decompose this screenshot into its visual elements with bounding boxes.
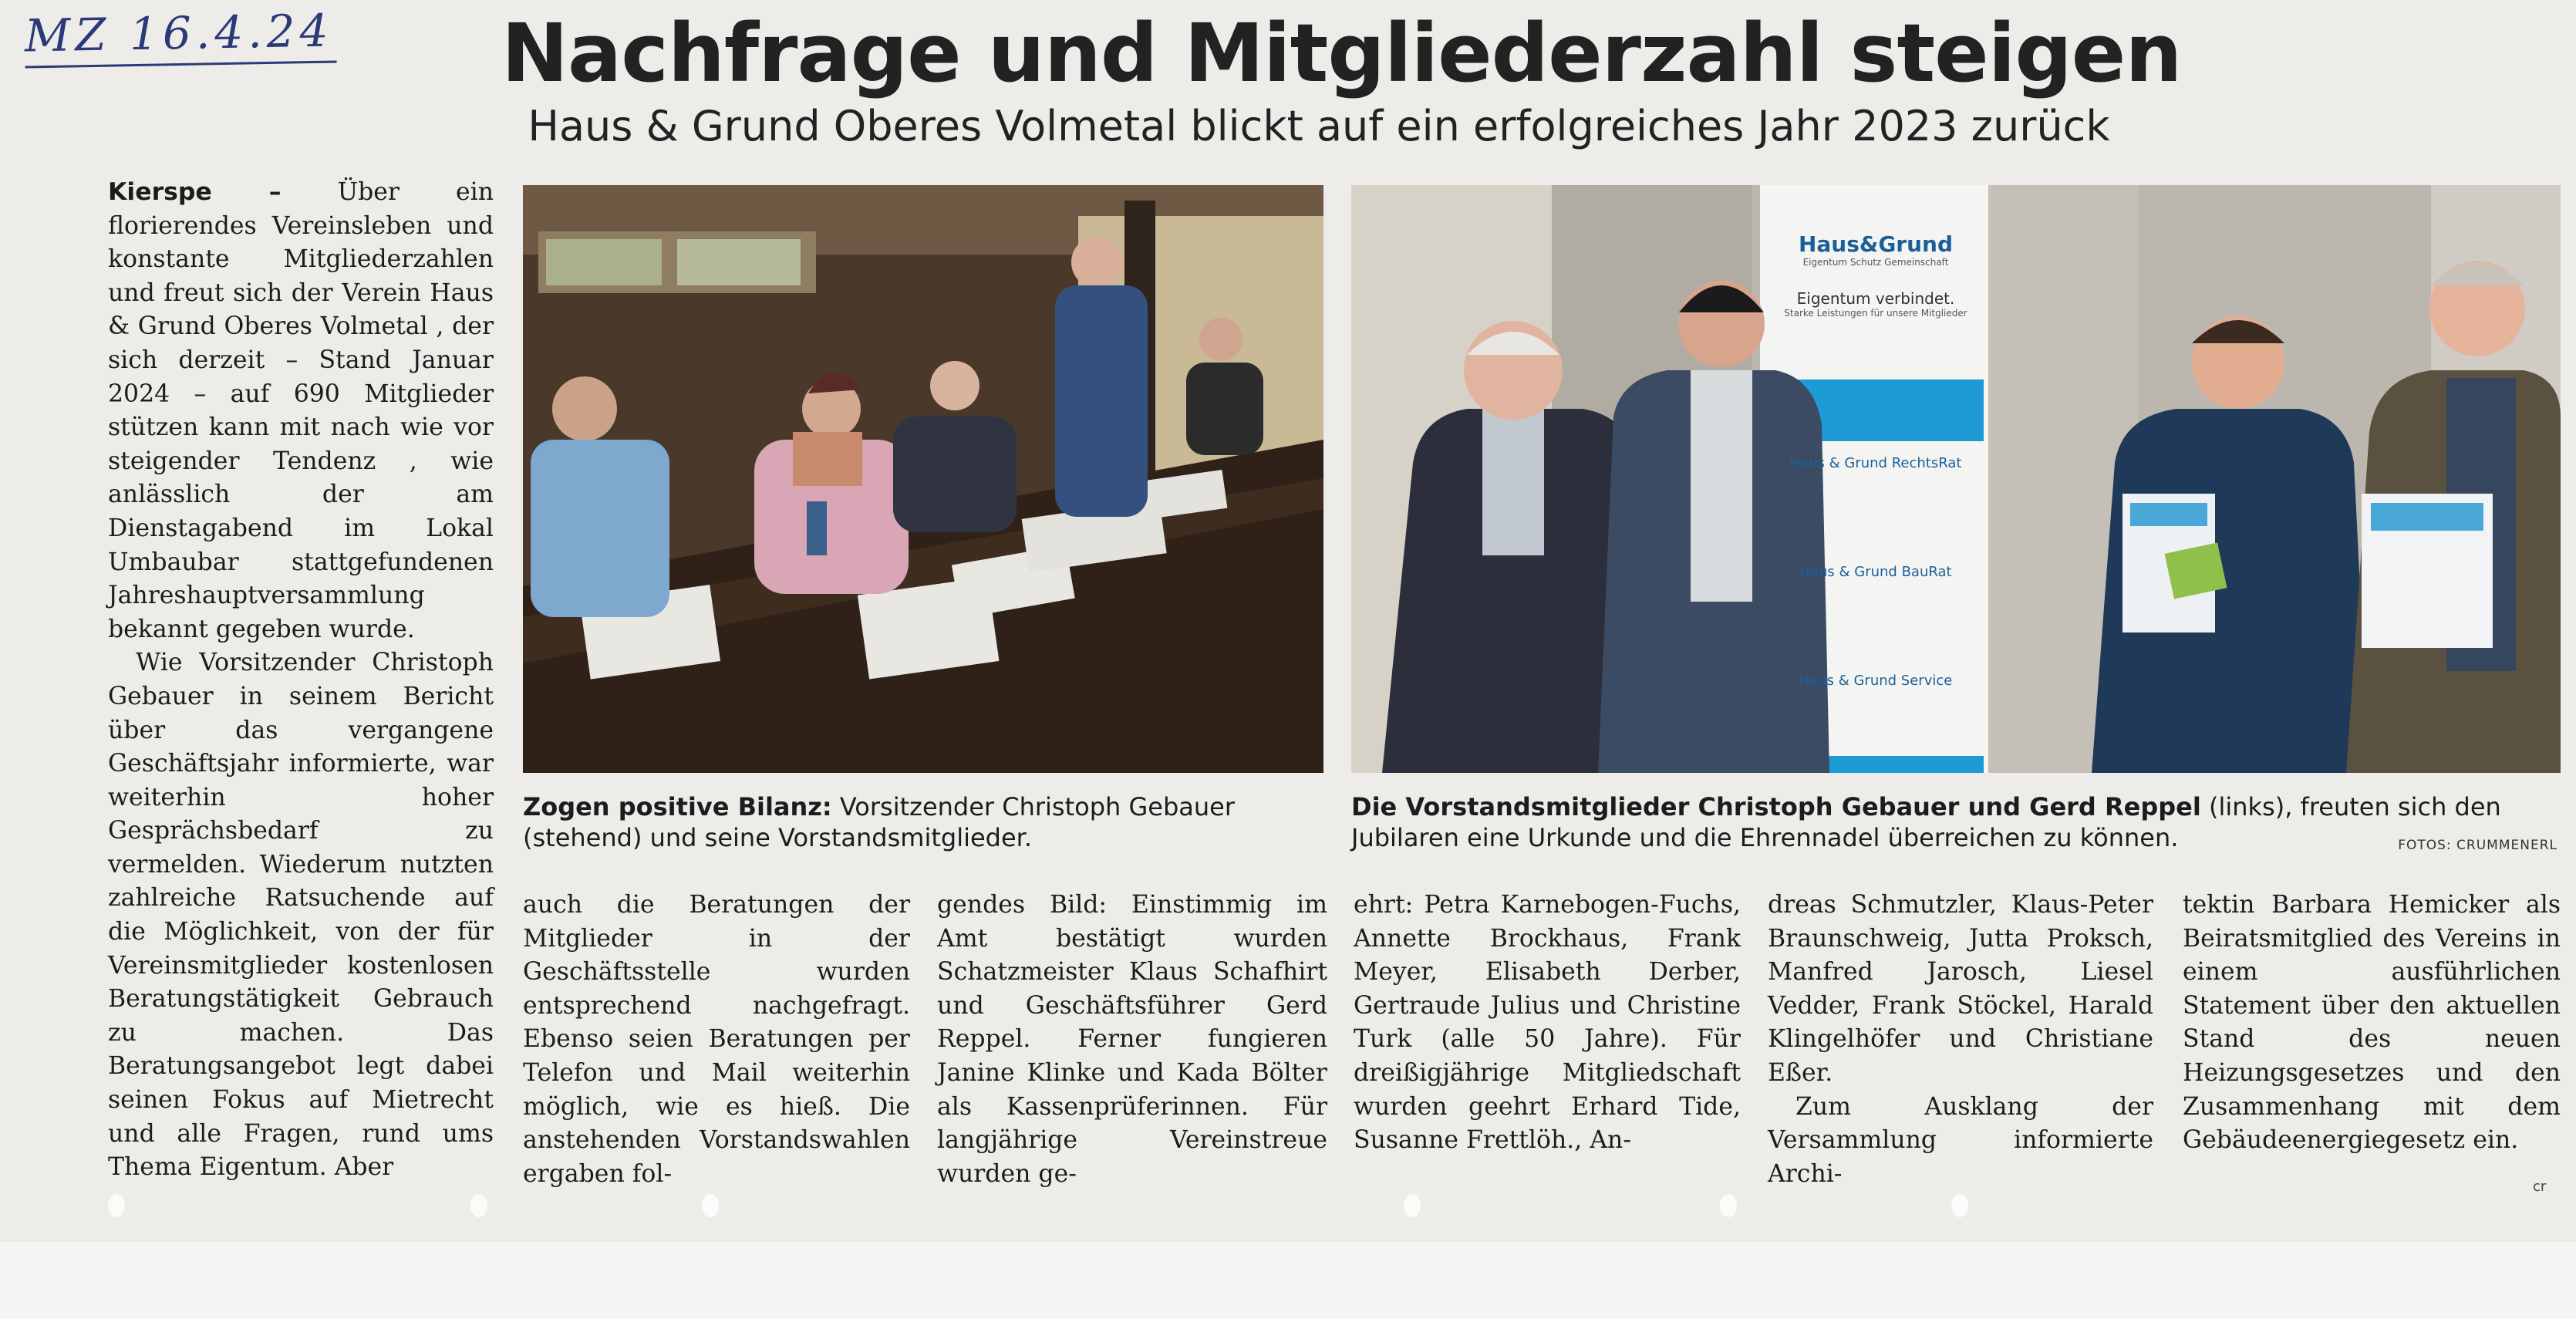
board-meeting-image (523, 185, 1323, 773)
article-column-4 (1354, 889, 1741, 1158)
banner-service: Haus & Grund Service (1799, 673, 1953, 689)
punch-mark (1404, 1194, 1421, 1217)
handwritten-date-note: MZ 16.4.24 (24, 8, 336, 68)
photo-board-meeting (523, 185, 1323, 773)
article-column-1 (108, 176, 494, 1185)
caption-text: (links), freuten sich den Jubilaren eine Urkunde und die Ehrennadel überreichen zu können. (1351, 792, 2501, 852)
punch-mark (108, 1194, 125, 1217)
banner-services (1768, 455, 1984, 689)
banner-service: Haus & Grund BauRat (1799, 564, 1952, 580)
article-paragraph: gendes Bild: Einstimmig im Amt bestätigt wurden Schatzmeister Klaus Schafhirt und Geschäftsführer Gerd Reppel. Ferner fungieren Janine Klinke und Kada Bölter als Kassenprüferinnen. Für langjährige Vereinstreue wurden ge- (937, 891, 1327, 1188)
page-margin-strip (0, 1242, 2576, 1319)
banner-brand-sub: Eigentum Schutz Gemeinschaft (1802, 257, 1949, 268)
caption-lead: Die Vorstandsmitglieder Christoph Gebauer und Gerd Reppel (1351, 792, 2201, 821)
article-column-3 (937, 889, 1327, 1191)
punch-mark (1951, 1194, 1968, 1217)
photo-honoring-members (1351, 185, 2561, 773)
article-column-5 (1768, 889, 2153, 1191)
article-paragraph (108, 176, 494, 646)
dateline: Kierspe – (108, 178, 282, 206)
photo-credit: FOTOS: CRUMMENERL (2398, 838, 2557, 853)
article-paragraph: ehrt: Petra Karnebogen-Fuchs, Annette Brockhaus, Frank Meyer, Elisabeth Derber, Gertraude Julius und Christine Turk (alle 50 Jahre). Für dreißigjährige Mitgliedschaft wurden geehrt Erhard Tide, Susanne Frettlöh., An- (1354, 891, 1741, 1155)
banner-service: Haus & Grund RechtsRat (1789, 455, 1962, 471)
article-subheadline: Haus & Grund Oberes Volmetal blickt auf ein erfolgreiches Jahr 2023 zurück (528, 102, 2110, 150)
punch-mark (470, 1194, 487, 1217)
banner-tagline: Eigentum verbindet. (1796, 289, 1955, 308)
caption-lead: Zogen positive Bilanz: (523, 792, 832, 821)
article-headline: Nachfrage und Mitgliederzahl steigen (501, 6, 2182, 100)
caption-text: Vorsitzender Christoph Gebauer (stehend) und seine Vorstandsmitglieder. (523, 792, 1235, 852)
article-paragraph: dreas Schmutzler, Klaus-Peter Braunschweig, Jutta Proksch, Manfred Jarosch, Liesel Vedder, Frank Stöckel, Harald Klingelhöfer und Christiane Eßer. (1768, 891, 2153, 1087)
article-paragraph: auch die Beratungen der Mitglieder in der Geschäftsstelle wurden entsprechend nachgefragt. Ebenso seien Beratungen per Telefon und Mail weiterhin möglich, wie es hieß. Die anstehenden Vorstandswahlen ergaben fol- (523, 891, 910, 1188)
punch-mark (1720, 1194, 1737, 1217)
article-paragraph: tektin Barbara Hemicker als Beiratsmitglied des Vereins in einem ausführlichen Statement über den aktuellen Stand des neuen Heizungsgesetzes und den Zusammenhang mit dem Gebäudeenergiegesetz ein. (2183, 891, 2561, 1155)
article-paragraph: Wie Vorsitzender Christoph Gebauer in seinem Bericht über das vergangene Geschäftsjahr informierte, war weiterhin hoher Gesprächsbedarf zu vermelden. Wiederum nutzten zahlreiche Ratsuchende auf die Möglichkeit, von der für Vereinsmitglieder kostenlosen Beratungstätigkeit Gebrauch zu machen. Das Beratungsangebot legt dabei seinen Fokus auf Mietrecht und alle Fragen, rund ums Thema Eigentum. Aber (108, 649, 494, 1182)
banner-brand: Haus&Grund (1798, 231, 1954, 257)
paragraph-text: Über ein florierendes Vereinsleben und konstante Mitgliederzahlen und freut sich der Verein Haus & Grund Oberes Volmetal , der sich derzeit – Stand Januar 2024 – auf 690 Mitglieder stützen kann mit nach wie vor steigender Tendenz , wie anlässlich der am Dienstagabend im Lokal Umbaubar stattgefundenen Jahreshauptversammlung bekannt gegeben wurde. (108, 178, 494, 643)
punch-mark (702, 1194, 719, 1217)
photo2-caption (1351, 791, 2562, 853)
article-column-2 (523, 889, 910, 1191)
article-column-6 (2183, 889, 2561, 1158)
banner-brand-block (1768, 231, 1984, 319)
banner-tagline-sub: Starke Leistungen für unsere Mitglieder (1784, 308, 1967, 319)
author-initials: cr (2533, 1179, 2547, 1195)
article-paragraph: Zum Ausklang der Versammlung informierte Archi- (1768, 1092, 2153, 1188)
photo1-caption (523, 791, 1325, 853)
